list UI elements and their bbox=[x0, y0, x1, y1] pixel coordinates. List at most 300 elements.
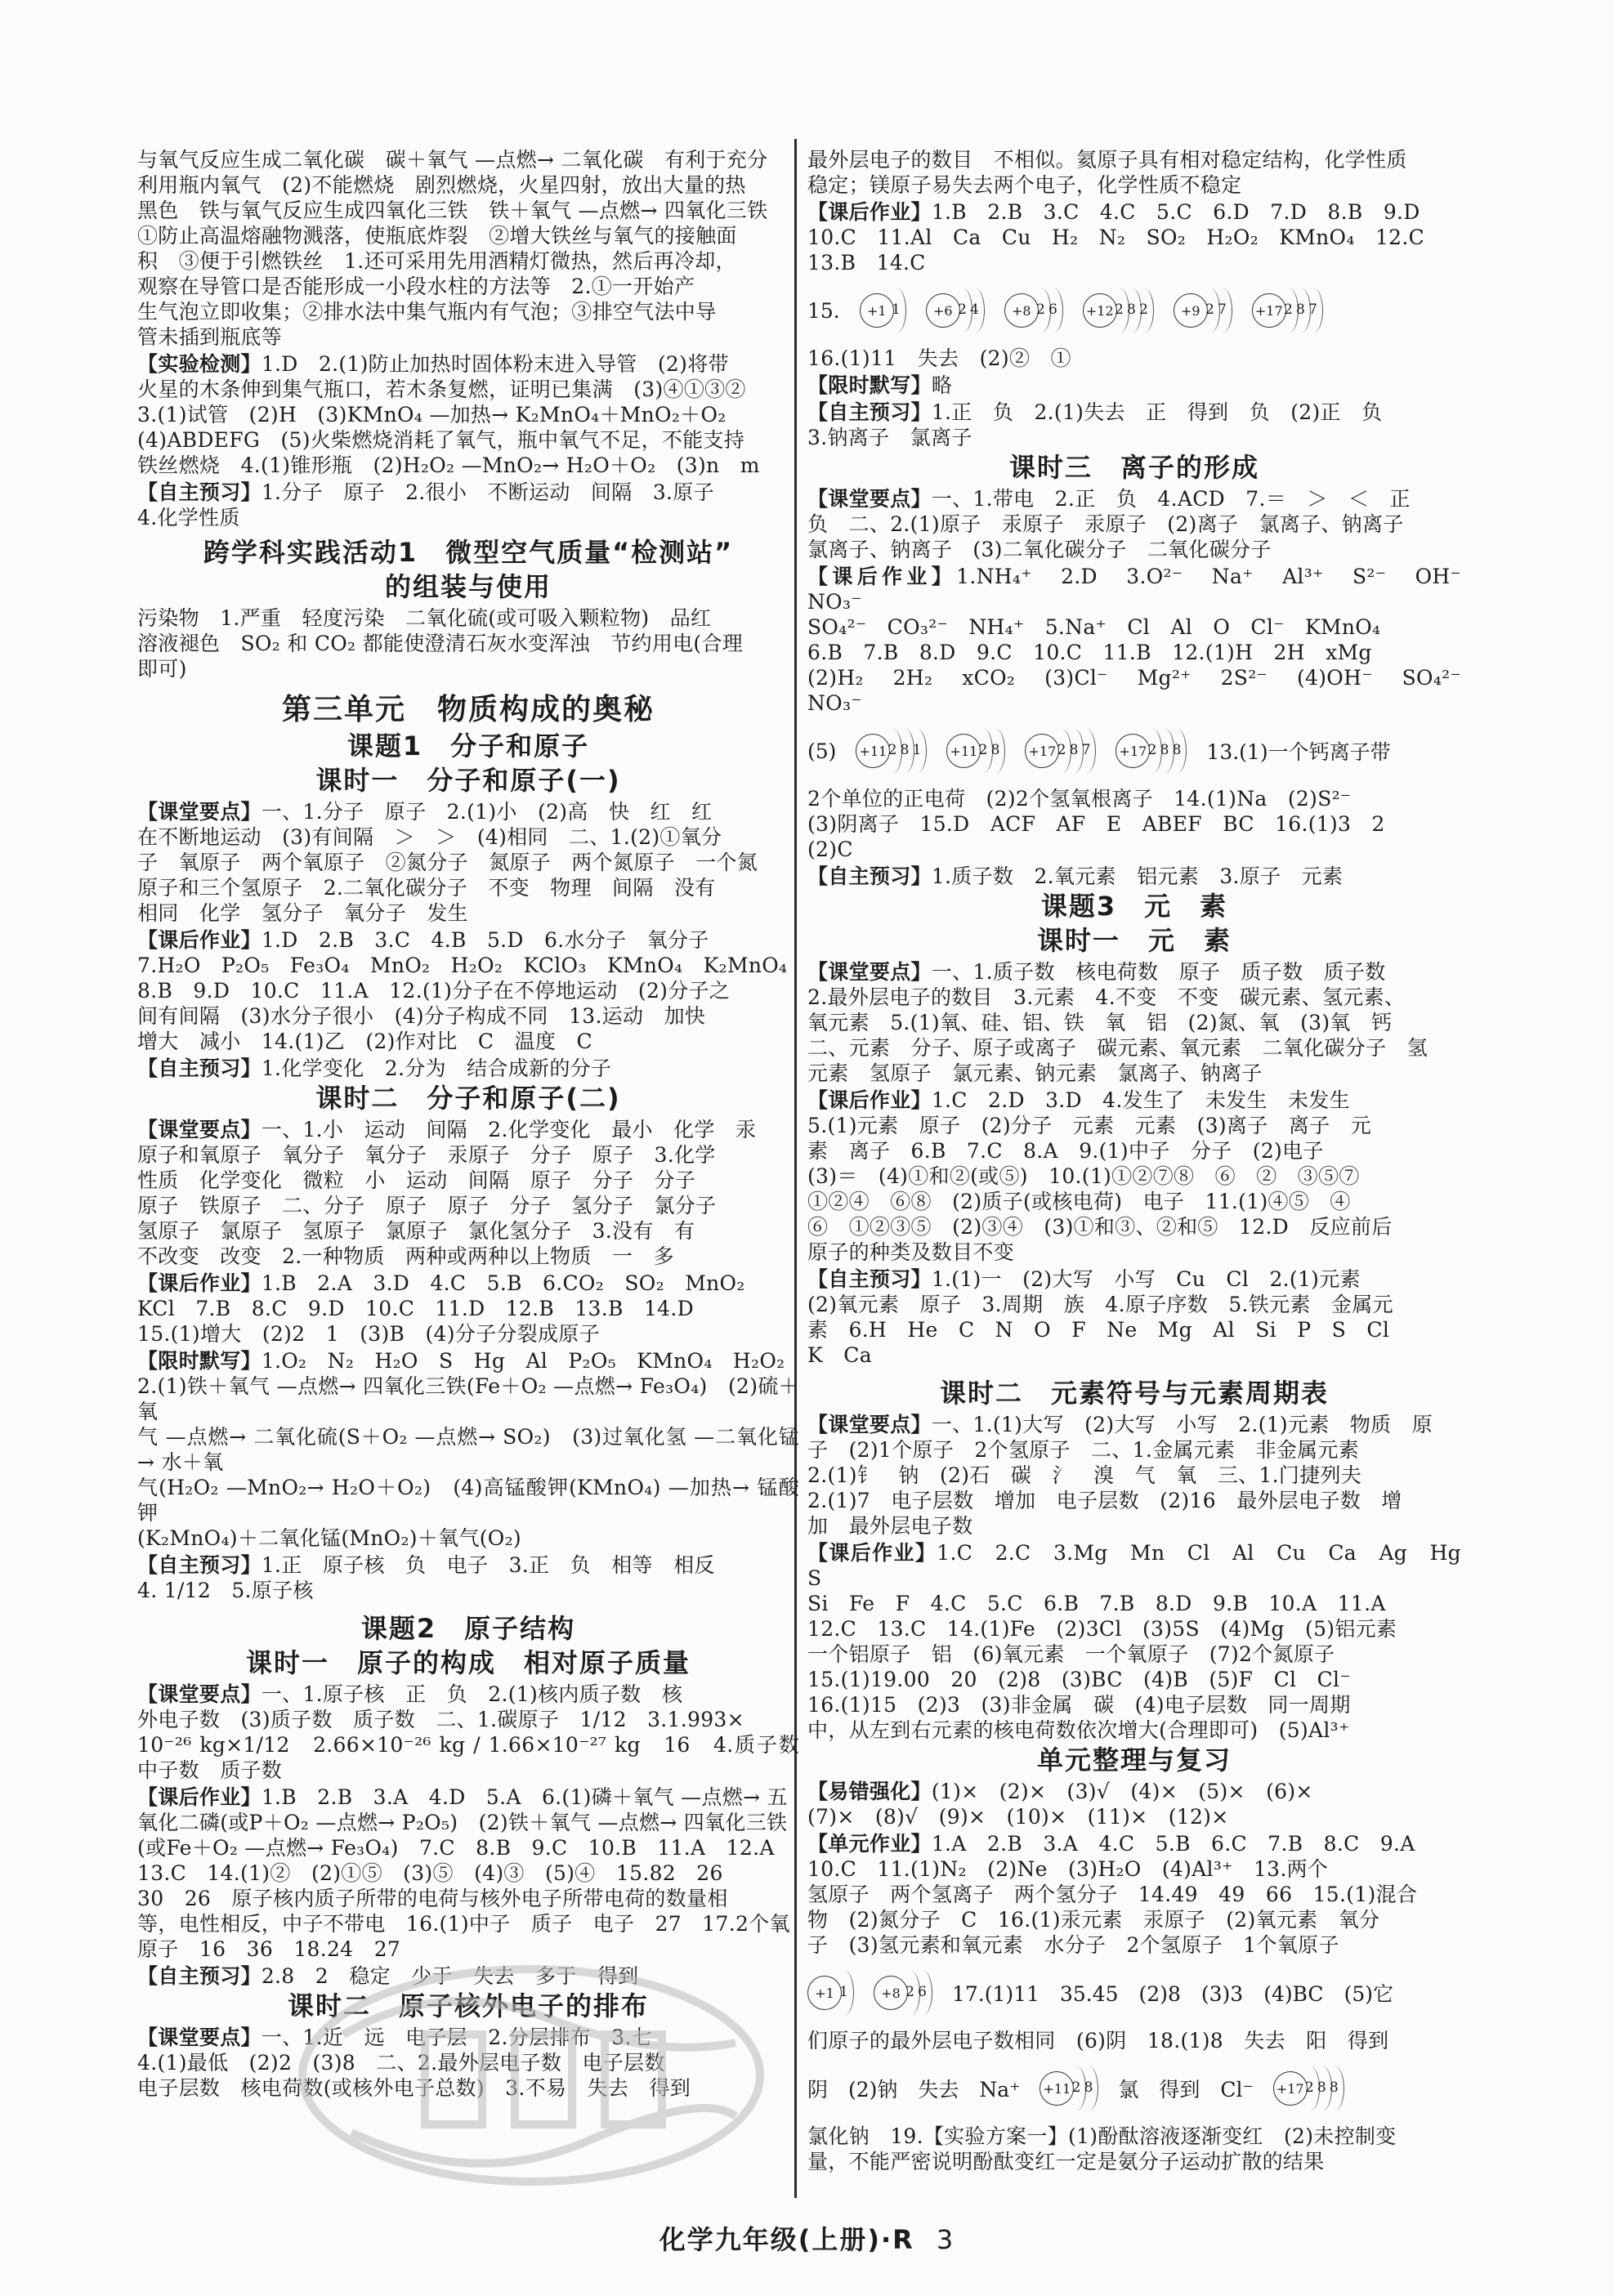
electron-count: 2 bbox=[1147, 742, 1157, 758]
line-text: 7.H₂O P₂O₅ Fe₃O₄ MnO₂ H₂O₂ KClO₃ KMnO₄ K₂MnO₄ bbox=[137, 954, 788, 977]
line-text: 4.化学性质 bbox=[137, 506, 240, 529]
nucleus: +17 bbox=[1025, 734, 1059, 768]
electron-count: 2 bbox=[1057, 742, 1066, 758]
line-text: 略 bbox=[931, 373, 953, 397]
line-text: (2)氧元素 原子 3.周期 族 4.原子序数 5.铁元素 金属元 bbox=[807, 1293, 1393, 1316]
text-line bbox=[137, 274, 799, 299]
section-tag: 【自主预习】 bbox=[137, 1964, 262, 1988]
text-line bbox=[137, 1424, 799, 1475]
electron-count: 7 bbox=[1308, 302, 1317, 318]
line-text: 元素 氢原子 氯元素、钠元素 氯离子、钠离子 bbox=[807, 1061, 1263, 1085]
text-line bbox=[807, 864, 1461, 889]
line-text: 2.(1)铁＋氧气 —点燃→ 四氧化三铁(Fe＋O₂ —点燃→ Fe₃O₄) (2)硫＋氧 bbox=[137, 1374, 799, 1423]
lesson3-title: 课时一 原子的构成 相对原子质量 bbox=[245, 1647, 691, 1678]
line-text: 气 —点燃→ 二氧化硫(S＋O₂ —点燃→ SO₂) (3)过氧化氢 —二氧化锰→ 水＋氧 bbox=[137, 1425, 799, 1474]
text-line bbox=[807, 2149, 1461, 2174]
review-title: 单元整理与复习 bbox=[1036, 1744, 1232, 1776]
text-line bbox=[807, 1292, 1461, 1317]
line-text: 10⁻²⁶ kg×1/12 2.66×10⁻²⁶ kg / 1.66×10⁻²⁷ kg 16 4.质子数 中子数 质子数 bbox=[137, 1733, 820, 1782]
atom-structure-diagram bbox=[1252, 288, 1323, 333]
text-line bbox=[807, 1488, 1461, 1513]
text-line bbox=[807, 1463, 1461, 1488]
line-text: 电子层数 核电荷数(或核外电子总数) 3.不易 失去 得到 bbox=[137, 2076, 691, 2100]
line-text: 10.C 11.Al Ca Cu H₂ N₂ SO₂ H₂O₂ KMnO₄ 12.C bbox=[807, 226, 1425, 249]
text-line bbox=[137, 299, 799, 324]
text-line bbox=[807, 373, 1461, 398]
line-text: 相同 化学 氢分子 氧分子 发生 bbox=[137, 901, 468, 925]
activity-subtitle: 的组装与使用 bbox=[384, 571, 552, 602]
line-text: 物 (2)氮分子 C 16.(1)汞元素 汞原子 (2)氧元素 氧分 bbox=[807, 1908, 1380, 1932]
text-line bbox=[137, 1682, 799, 1707]
text-line bbox=[137, 1348, 799, 1374]
text-line bbox=[137, 505, 799, 530]
atom-structure-diagram bbox=[1083, 288, 1154, 333]
text-line bbox=[807, 1667, 1461, 1692]
atom-structure-diagram bbox=[860, 288, 906, 333]
line-text: (K₂MnO₄)＋二氧化锰(MnO₂)＋氧气(O₂) bbox=[137, 1526, 521, 1550]
atom-diagrams-4 bbox=[807, 2060, 1461, 2117]
line-text: K Ca bbox=[807, 1343, 872, 1367]
electron-count: 8 bbox=[1317, 2079, 1326, 2096]
text-line bbox=[137, 1142, 799, 1168]
section-tag: 【课堂要点】 bbox=[807, 1413, 932, 1436]
l1-homework bbox=[137, 927, 799, 1054]
line-text: 气(H₂O₂ —MnO₂→ H₂O＋O₂) (4)高锰酸钾(KMnO₄) —加热→ 锰酸钾 bbox=[137, 1476, 799, 1525]
text-line bbox=[807, 425, 1461, 450]
line-text: 中，从左到右元素的核电荷数依次增大(合理即可) (5)Al³⁺ bbox=[807, 1718, 1350, 1742]
line-text: 1.A 2.B 3.A 4.C 5.B 6.C 7.B 8.C 9.A bbox=[931, 1832, 1415, 1856]
electron-count: 2 bbox=[1035, 302, 1045, 318]
line-text: 最外层电子的数目 不相似。氦原子具有相对稳定结构，化学性质 bbox=[807, 148, 1407, 172]
line-text: 溶液褪色 SO₂ 和 CO₂ 都能使澄清石灰水变浑浊 节约用电(合理 bbox=[137, 632, 744, 655]
electron-count: 2 bbox=[1205, 302, 1214, 318]
line-text: 氧化二磷(或P＋O₂ —点燃→ P₂O₅) (2)铁＋氧气 —点燃→ 四氧化三铁 bbox=[137, 1811, 788, 1834]
nucleus: +8 bbox=[1004, 293, 1039, 328]
text-line bbox=[807, 1240, 1461, 1265]
text-line bbox=[807, 537, 1461, 562]
line-text: 子 (2)1个原子 2个氢原子 二、1.金属元素 非金属元素 bbox=[807, 1438, 1360, 1462]
text-line bbox=[807, 486, 1461, 511]
text-line bbox=[807, 1164, 1461, 1189]
unit-homework-2 bbox=[807, 2028, 1461, 2053]
text-line bbox=[137, 1707, 799, 1732]
line-text: 2.8 2 稳定 少于 失去 多于 得到 bbox=[261, 1964, 639, 1988]
nucleus: +8 bbox=[874, 1976, 908, 2010]
l5-homework bbox=[807, 564, 1482, 716]
line-text: 1.O₂ N₂ H₂O S Hg Al P₂O₅ KMnO₄ H₂O₂ bbox=[261, 1349, 785, 1373]
electron-count: 4 bbox=[969, 302, 979, 318]
electron-shell bbox=[914, 1971, 932, 2015]
nucleus: +1 bbox=[807, 1976, 842, 2010]
electron-count: 2 bbox=[1283, 302, 1293, 318]
text-line bbox=[137, 605, 799, 631]
line-text: 3.(1)试管 (2)H (3)KMnO₄ —加热→ K₂MnO₄＋MnO₂＋O₂ bbox=[137, 403, 727, 427]
text-line bbox=[137, 377, 799, 402]
inline-text: 17.(1)11 35.45 (2)8 (3)3 (4)BC (5)它 bbox=[952, 1982, 1393, 2006]
electron-count: 8 bbox=[1126, 302, 1136, 318]
page-number: 3 bbox=[936, 2224, 955, 2255]
text-line bbox=[137, 1117, 799, 1142]
text-line bbox=[807, 564, 1482, 614]
text-line bbox=[137, 480, 799, 505]
text-line bbox=[137, 1168, 799, 1193]
text-line bbox=[137, 351, 799, 377]
lesson6-title: 课时一 元 素 bbox=[1036, 925, 1232, 956]
line-text: (2)H₂ 2H₂ xCO₂ (3)Cl⁻ Mg²⁺ 2S²⁻ (4)OH⁻ SO₄²⁻ NO₃⁻ bbox=[807, 666, 1482, 715]
electron-count: 2 bbox=[1071, 2079, 1081, 2096]
text-line bbox=[137, 824, 799, 850]
page-footer bbox=[0, 2219, 1614, 2257]
line-text: 1.B 2.A 3.D 4.C 5.B 6.CO₂ SO₂ MnO₂ bbox=[261, 1271, 745, 1295]
r-dictation-1 bbox=[807, 373, 1461, 398]
inline-text: 13.(1)一个钙离子带 bbox=[1206, 740, 1391, 764]
text-line bbox=[137, 1525, 799, 1551]
text-line bbox=[807, 250, 1461, 275]
text-line bbox=[137, 1936, 799, 1962]
line-text: ①防止高温熔融物溅落，使瓶底炸裂 ②增大铁丝与氧气的接触面 bbox=[137, 224, 737, 248]
left-column bbox=[137, 145, 820, 2101]
electron-count: 2 bbox=[905, 1984, 914, 2000]
l2-dictation bbox=[137, 1348, 799, 1551]
line-text: 4. 1/12 5.原子核 bbox=[137, 1579, 314, 1602]
text-line bbox=[807, 1932, 1461, 1958]
l7-class-points bbox=[807, 1412, 1461, 1539]
atom-structure-diagram bbox=[856, 728, 927, 774]
line-text: 1.化学变化 2.分为 结合成新的分子 bbox=[261, 1056, 612, 1080]
line-text: 10.C 11.(1)N₂ (2)Ne (3)H₂O (4)Al³⁺ 13.两个 bbox=[807, 1857, 1329, 1881]
atom-structure-diagram bbox=[1039, 2066, 1098, 2111]
text-line bbox=[807, 1642, 1461, 1667]
electron-count: 8 bbox=[1172, 742, 1182, 758]
text-line bbox=[137, 850, 799, 875]
line-text: 2.(1)钅 钠 (2)石 碳 氵 溴 气 氧 三、1.门捷列夫 bbox=[807, 1463, 1362, 1487]
section-tag: 【课后作业】 bbox=[137, 1785, 262, 1809]
line-text: 16.(1)11 失去 (2)② ① bbox=[807, 346, 1071, 370]
electron-count: 1 bbox=[912, 742, 922, 758]
l3-class-points bbox=[137, 1682, 820, 1783]
section-tag: 【课后作业】 bbox=[137, 928, 262, 952]
topic1-title: 课题1 分子和原子 bbox=[346, 730, 590, 762]
text-line bbox=[137, 656, 799, 681]
l7-homework bbox=[807, 1540, 1482, 1743]
text-line bbox=[807, 1804, 1461, 1829]
inline-text: 15. bbox=[807, 298, 840, 323]
r-top bbox=[807, 147, 1461, 198]
text-line bbox=[137, 223, 799, 248]
text-line bbox=[137, 147, 799, 172]
atom-structure-diagram bbox=[1273, 2066, 1344, 2111]
block1 bbox=[137, 147, 799, 350]
line-text: 一、1.分子 原子 2.(1)小 (2)高 快 红 红 bbox=[261, 800, 713, 824]
error-strengthen bbox=[807, 1779, 1461, 1829]
text-line bbox=[807, 1138, 1461, 1164]
text-line bbox=[137, 1886, 799, 1911]
l2-preview bbox=[137, 1552, 799, 1603]
text-line bbox=[137, 1835, 799, 1860]
atom-structure-diagram bbox=[926, 288, 985, 333]
text-line bbox=[137, 1244, 799, 1269]
section-tag: 【自主预习】 bbox=[137, 1056, 262, 1080]
line-text: 一个铝原子 铝 (6)氧元素 一个氧原子 (7)2个氮原子 bbox=[807, 1642, 1335, 1666]
line-text: KCl 7.B 8.C 9.D 10.C 11.D 12.B 13.B 14.D bbox=[137, 1297, 694, 1320]
electron-count: 8 bbox=[900, 742, 910, 758]
line-text: (4)ABDEFG (5)火柴燃烧消耗了氧气，瓶中氧气不足，不能支持 bbox=[137, 428, 745, 452]
line-text: (3)阴离子 15.D ACF AF E ABEF BC 16.(1)3 2 bbox=[807, 812, 1385, 836]
electron-count: 6 bbox=[1048, 302, 1057, 318]
l6-homework bbox=[807, 1088, 1461, 1265]
text-line bbox=[137, 978, 799, 1003]
line-text: 火星的木条伸到集气瓶口，若木条复燃，证明已集满 (3)④①③② bbox=[137, 377, 746, 401]
text-line bbox=[807, 1113, 1461, 1138]
topic3-title: 课题3 元 素 bbox=[1040, 891, 1228, 922]
electron-shell bbox=[1077, 729, 1096, 773]
line-text: Si Fe F 4.C 5.C 6.B 7.B 8.D 9.B 10.A 11.A bbox=[807, 1592, 1386, 1615]
atom-diagrams-3 bbox=[807, 1964, 1461, 2021]
text-line bbox=[807, 147, 1461, 172]
text-line bbox=[807, 1412, 1461, 1437]
r-preview-1 bbox=[807, 400, 1461, 450]
text-line bbox=[807, 1317, 1461, 1342]
text-line bbox=[807, 1856, 1461, 1882]
section-tag: 【课后作业】 bbox=[137, 1271, 262, 1295]
text-line bbox=[137, 1785, 799, 1810]
line-text: 外电子数 (3)质子数 质子数 二、1.碳原子 1/12 3.1.993× bbox=[137, 1708, 744, 1731]
text-line bbox=[807, 1061, 1461, 1086]
l3-homework bbox=[137, 1785, 799, 1962]
line-text: 原子 16 36 18.24 27 bbox=[137, 1937, 401, 1961]
line-text: SO₄²⁻ CO₃²⁻ NH₄⁺ 5.Na⁺ Cl Al O Cl⁻ KMnO₄ bbox=[807, 615, 1381, 639]
line-text: (7)× (8)√ (9)× (10)× (11)× (12)× bbox=[807, 1805, 1229, 1829]
line-text: 氢原子 两个氢离子 两个氢分子 14.49 49 66 15.(1)混合 bbox=[807, 1883, 1418, 1906]
electron-count: 1 bbox=[891, 302, 901, 318]
unit-title: 第三单元 物质构成的奥秘 bbox=[281, 693, 655, 726]
text-line bbox=[137, 1810, 799, 1835]
footer-subject: 化学九年级(上册)·R bbox=[659, 2224, 914, 2255]
text-line bbox=[807, 1540, 1482, 1591]
line-text: 氢原子 氯原子 氢原子 氯原子 氯化氢分子 3.没有 有 bbox=[137, 1219, 695, 1243]
text-line bbox=[137, 248, 799, 274]
line-text: 污染物 1.严重 轻度污染 二氧化硫(或可吸入颗粒物) 品红 bbox=[137, 606, 712, 630]
text-line bbox=[137, 875, 799, 900]
section-tag: 【限时默写】 bbox=[807, 373, 932, 397]
text-line bbox=[137, 1296, 799, 1321]
line-text: ⑥ ①②③⑤ (2)③④ (3)①和③、②和⑤ 12.D 反应前后 bbox=[807, 1215, 1393, 1239]
text-line bbox=[137, 1963, 799, 1989]
line-text: 利用瓶内氧气 (2)不能燃烧 剧烈燃烧，火星四射，放出大量的热 bbox=[137, 173, 746, 197]
line-text: (或Fe＋O₂ —点燃→ Fe₃O₄) 7.C 8.B 9.C 10.B 11.A 12.A bbox=[137, 1836, 775, 1860]
line-text: 1.C 2.C 3.Mg Mn Cl Al Cu Ca Ag Hg S bbox=[807, 1541, 1482, 1590]
text-line bbox=[137, 453, 799, 478]
text-line bbox=[807, 2124, 1461, 2149]
text-line bbox=[807, 959, 1461, 985]
section-tag: 【自主预习】 bbox=[807, 1267, 932, 1291]
text-line bbox=[807, 1189, 1461, 1214]
nucleus: +1 bbox=[860, 293, 894, 328]
text-line bbox=[137, 1552, 799, 1578]
line-text: 生气泡立即收集；②排水法中集气瓶内有气泡；③排空气法中导 bbox=[137, 300, 717, 324]
line-text: 等，电性相反，中子不带电 16.(1)中子 质子 电子 27 17.2个氧 bbox=[137, 1912, 790, 1936]
line-text: 在不断地运动 (3)有间隔 ＞ ＞ (4)相同 二、1.(2)①氧分 bbox=[137, 825, 722, 849]
section-tag: 【单元作业】 bbox=[807, 1832, 932, 1856]
right-column bbox=[807, 145, 1482, 2174]
unit-homework bbox=[807, 1831, 1461, 1958]
l1-preview bbox=[137, 1056, 799, 1081]
preview-1 bbox=[137, 480, 799, 530]
electron-shell bbox=[986, 729, 1005, 773]
text-line bbox=[807, 400, 1461, 425]
line-text: 6.B 7.B 8.D 9.C 10.C 11.B 12.(1)H 2H xMg bbox=[807, 641, 1372, 664]
electron-count: 8 bbox=[1160, 742, 1169, 758]
electron-count: 7 bbox=[1217, 302, 1227, 318]
line-text: 1.D 2.(1)防止加热时固体粉末进入导管 (2)将带 bbox=[261, 352, 729, 376]
line-text: 1.B 2.B 3.C 4.C 5.C 6.D 7.D 8.B 9.D bbox=[931, 200, 1420, 224]
electron-count: 1 bbox=[839, 1984, 848, 2000]
line-text: 2.(1)7 电子层数 增加 电子层数 (2)16 最外层电子数 增 bbox=[807, 1489, 1402, 1512]
line-text: 1.NH₄⁺ 2.D 3.O²⁻ Na⁺ Al³⁺ S²⁻ OH⁻ NO₃⁻ bbox=[807, 565, 1482, 614]
line-text: 15.(1)增大 (2)2 1 (3)B (4)分子分裂成原子 bbox=[137, 1322, 600, 1346]
section-tag: 【课堂要点】 bbox=[807, 487, 932, 511]
electron-count: 2 bbox=[957, 302, 967, 318]
nucleus: +12 bbox=[1083, 293, 1117, 328]
line-text: 管未插到瓶底等 bbox=[137, 325, 283, 349]
line-text: 量，不能严密说明酚酞变红一定是氨分子运动扩散的结果 bbox=[807, 2150, 1325, 2173]
line-text: (1)× (2)× (3)√ (4)× (5)× (6)× bbox=[931, 1780, 1313, 1803]
electron-shell bbox=[1326, 2066, 1344, 2111]
text-line bbox=[807, 199, 1461, 225]
line-text: 5.(1)元素 原子 (2)分子 元素 元素 (3)离子 离子 元 bbox=[807, 1114, 1371, 1137]
electron-count: 2 bbox=[1114, 302, 1124, 318]
l3-preview bbox=[137, 1963, 799, 1989]
atom-diagrams-2 bbox=[807, 722, 1461, 779]
electron-count: 8 bbox=[1084, 2079, 1093, 2096]
text-line bbox=[137, 1003, 799, 1029]
line-text: 原子的种类及数目不变 bbox=[807, 1240, 1015, 1264]
line-text: ①②④ ⑥⑧ (2)质子(或核电荷) 电子 11.(1)④⑤ ④ bbox=[807, 1190, 1351, 1213]
section-tag: 【课堂要点】 bbox=[807, 960, 932, 984]
line-text: 子 氧原子 两个氧原子 ②氮分子 氮原子 两个氮原子 一个氮 bbox=[137, 851, 758, 874]
text-line bbox=[137, 1911, 799, 1936]
inline-text: (5) bbox=[807, 739, 837, 763]
line-text: 2.最外层电子的数目 3.元素 4.不变 不变 碳元素、氢元素、 bbox=[807, 985, 1406, 1009]
text-line bbox=[807, 172, 1461, 198]
line-text: 1.C 2.D 3.D 4.发生了 未发生 未发生 bbox=[931, 1088, 1350, 1112]
line-text: 4.(1)最低 (2)2 (3)8 二、2.最外层电子数 电子层数 bbox=[137, 2051, 665, 2075]
line-text: 积 ③便于引燃铁丝 1.还可采用先用酒精灯微热，然后再冷却， bbox=[137, 249, 736, 273]
text-line bbox=[807, 511, 1461, 537]
r-homework-1 bbox=[807, 199, 1461, 275]
nucleus: +9 bbox=[1174, 293, 1208, 328]
line-text: 1.正 负 2.(1)失去 正 得到 负 (2)正 负 bbox=[931, 400, 1383, 424]
line-text: 负 二、2.(1)原子 汞原子 汞原子 (2)离子 氯离子、钠离子 bbox=[807, 512, 1404, 536]
section-tag: 【限时默写】 bbox=[137, 1349, 262, 1373]
line-text: 1.(1)一 (2)大写 小写 Cu Cl 2.(1)元素 bbox=[931, 1267, 1361, 1291]
electron-shell bbox=[908, 729, 927, 773]
text-line bbox=[807, 811, 1461, 837]
text-line bbox=[807, 1513, 1461, 1539]
l6-preview bbox=[807, 1266, 1461, 1368]
section-tag: 【易错强化】 bbox=[807, 1780, 932, 1803]
l5-homework-2 bbox=[807, 786, 1461, 862]
text-line bbox=[807, 1088, 1461, 1113]
l2-homework bbox=[137, 1271, 799, 1347]
l5-class-points bbox=[807, 486, 1461, 562]
electron-count: 8 bbox=[990, 742, 1000, 758]
text-line bbox=[137, 1056, 799, 1081]
line-text: 加 最外层电子数 bbox=[807, 1514, 973, 1538]
line-text: 二、元素 分子、原子或离子 碳元素、氧元素 二氧化碳分子 氢 bbox=[807, 1036, 1428, 1060]
text-line bbox=[807, 225, 1461, 250]
atom-structure-diagram bbox=[1115, 728, 1187, 774]
unit-homework-3 bbox=[807, 2124, 1461, 2174]
line-text: 氯离子、钠离子 (3)二氧化碳分子 二氧化碳分子 bbox=[807, 538, 1272, 561]
line-text: 1.B 2.B 3.A 4.D 5.A 6.(1)磷＋氧气 —点燃→ 五 bbox=[261, 1785, 788, 1809]
electron-shell bbox=[887, 288, 906, 333]
nucleus: +17 bbox=[1252, 293, 1286, 328]
line-text: 一、1.带电 2.正 负 4.ACD 7.＝ ＞ ＜ 正 bbox=[931, 487, 1411, 511]
line-text: 子 (3)氢元素和氧元素 水分子 2个氢原子 1个氧原子 bbox=[807, 1933, 1339, 1957]
text-line bbox=[807, 1437, 1461, 1463]
electron-shell bbox=[1304, 288, 1323, 333]
text-line bbox=[137, 324, 799, 350]
line-text: 与氧气反应生成二氧化碳 碳＋氧气 —点燃→ 二氧化碳 有利于充分 bbox=[137, 148, 768, 172]
electron-shell bbox=[1135, 288, 1154, 333]
electron-count: 8 bbox=[1069, 742, 1079, 758]
text-line bbox=[807, 1692, 1461, 1718]
nucleus: +11 bbox=[856, 734, 890, 768]
lesson5-title: 课时三 离子的形成 bbox=[1008, 452, 1259, 483]
section-tag: 【自主预习】 bbox=[807, 864, 932, 888]
line-text: 3.钠离子 氯离子 bbox=[807, 426, 972, 449]
text-line bbox=[807, 1214, 1461, 1240]
inline-text: 阴 (2)钠 失去 Na⁺ bbox=[807, 2078, 1021, 2102]
section-tag: 【自主预习】 bbox=[137, 1553, 262, 1577]
atom-diagrams-1 bbox=[807, 282, 1461, 339]
activity-title: 跨学科实践活动1 微型空气质量“检测站” bbox=[203, 537, 734, 568]
line-text: 30 26 原子核内质子所带的电荷与核外电子所带电荷的数量相 bbox=[137, 1887, 728, 1910]
section-tag: 【课后作业】 bbox=[807, 1088, 932, 1112]
line-text: (3)＝ (4)①和②(或⑤) 10.(1)①②⑦⑧ ⑥ ② ③⑤⑦ bbox=[807, 1164, 1360, 1188]
text-line bbox=[137, 927, 799, 953]
line-text: 一、1.近 远 电子层 2.分层排布 3.七 bbox=[261, 2026, 652, 2049]
experiment-check bbox=[137, 351, 799, 478]
nucleus: +11 bbox=[1039, 2071, 1074, 2106]
electron-count: 2 bbox=[1138, 302, 1148, 318]
nucleus: +17 bbox=[1115, 734, 1150, 768]
atom-structure-diagram bbox=[807, 1970, 854, 2016]
text-line bbox=[137, 1321, 799, 1347]
l2-class-points bbox=[137, 1117, 799, 1269]
text-line bbox=[137, 953, 799, 978]
line-text: 间有间隔 (3)水分子很小 (4)分子构成不同 13.运动 加快 bbox=[137, 1004, 706, 1028]
line-text: 性质 化学变化 微粒 小 运动 间隔 原子 分子 分子 bbox=[137, 1168, 696, 1192]
text-line bbox=[807, 1882, 1461, 1907]
text-line bbox=[807, 985, 1461, 1010]
line-text: 1.正 原子核 负 电子 3.正 负 相等 相反 bbox=[261, 1553, 715, 1577]
text-line bbox=[807, 1616, 1461, 1642]
text-line bbox=[137, 631, 799, 656]
section-tag: 【课堂要点】 bbox=[137, 1118, 262, 1141]
text-line bbox=[807, 837, 1461, 862]
line-text: 一、1.(1)大写 (2)大写 小写 2.(1)元素 物质 原 bbox=[931, 1413, 1433, 1436]
lesson2-title: 课时二 分子和原子(二) bbox=[315, 1083, 621, 1114]
section-tag: 【课堂要点】 bbox=[137, 2026, 262, 2049]
text-line bbox=[137, 2050, 799, 2075]
text-line bbox=[807, 1266, 1461, 1292]
atom-structure-diagram bbox=[1025, 728, 1096, 774]
line-text: 增大 减小 14.(1)乙 (2)作对比 C 温度 C bbox=[137, 1030, 592, 1053]
section-tag: 【自主预习】 bbox=[137, 480, 262, 504]
text-line bbox=[137, 1271, 799, 1296]
